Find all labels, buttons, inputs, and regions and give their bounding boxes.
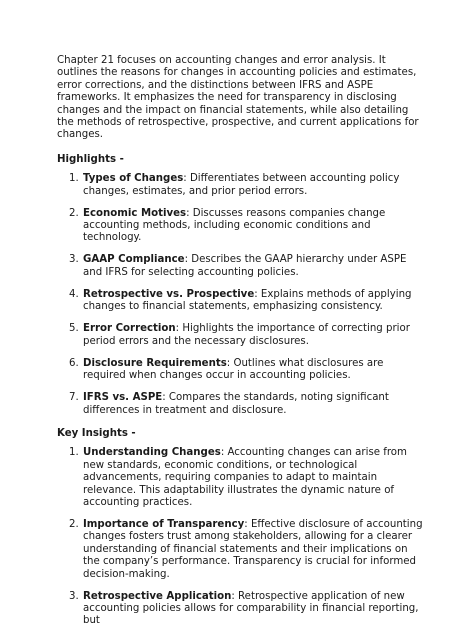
item-text: : Compares the standards, noting significant differences in treatment and disclosure. (83, 392, 389, 416)
item-number: 5. (69, 323, 79, 335)
item-number: 6. (69, 357, 79, 369)
item-term: Error Correction (83, 323, 176, 335)
item-term: Understanding Changes (83, 447, 221, 459)
item-text: : Outlines what disclosures are required when changes occur in accounting policies. (83, 357, 384, 382)
highlights-heading: Highlights - (57, 153, 124, 165)
insight-item (57, 447, 423, 509)
item-number: 3. (69, 590, 79, 602)
item-number: 2. (69, 518, 79, 530)
item-text: : Describes the GAAP hierarchy under ASPE and IFRS for selecting accounting policies. (83, 254, 407, 278)
highlights-list (57, 173, 423, 417)
item-text: : Retrospective application of new accounting policies allows for comparability in financial reporting, but (83, 590, 419, 627)
item-number: 2. (69, 207, 79, 219)
insight-item (57, 519, 423, 581)
item-text: : Effective disclosure of accounting changes fosters trust among stakeholders, allowing for a clearer understanding of financial statements and their implications on the company’s performance. Transparency is crucial for informed decision-making. (83, 518, 423, 580)
key-insights-list (57, 447, 423, 627)
item-term: GAAP Compliance (83, 254, 185, 266)
item-number: 7. (69, 392, 79, 404)
item-term: Economic Motives (83, 207, 187, 219)
item-term: Retrospective Application (83, 590, 232, 602)
item-text: : Highlights the importance of correcting prior period errors and the necessary disclosures. (83, 323, 410, 347)
key-insights-heading: Key Insights - (57, 427, 136, 439)
intro-paragraph: Chapter 21 focuses on accounting changes and error analysis. It outlines the reasons for changes in accounting policies and estimates, error corrections, and the distinctions between IFRS and ASPE frameworks. It emphasizes the need for transparency in disclosing changes and the impact on financial statements, while also detailing the methods of retrospective, prospective, and current applications for changes. (57, 55, 419, 141)
item-term: IFRS vs. ASPE (83, 392, 163, 404)
highlight-item (57, 323, 423, 348)
item-number: 1. (69, 447, 79, 459)
item-text: : Differentiates between accounting policy changes, estimates, and prior period errors. (83, 173, 400, 197)
item-number: 1. (69, 173, 79, 185)
item-text: : Discusses reasons companies change accounting methods, including economic conditions and technology. (83, 207, 386, 244)
highlight-item (57, 289, 423, 314)
item-text: : Accounting changes can arise from new standards, economic conditions, or technological advancements, requiring companies to adapt to maintain relevance. This adaptability illustrates the dynamic nature of accounting practices. (83, 447, 407, 508)
highlight-item (57, 254, 423, 279)
item-text: : Explains methods of applying changes to financial statements, emphasizing consistency. (83, 288, 412, 313)
highlight-item (57, 392, 423, 417)
insight-item (57, 591, 423, 628)
item-term: Disclosure Requirements (83, 357, 227, 369)
item-term: Retrospective vs. Prospective (83, 288, 255, 300)
item-number: 4. (69, 288, 79, 300)
item-term: Importance of Transparency (83, 518, 245, 530)
highlight-item (57, 173, 423, 198)
highlight-item (57, 358, 423, 383)
item-number: 3. (69, 254, 79, 266)
document-page (57, 55, 423, 639)
highlight-item (57, 208, 423, 245)
item-term: Types of Changes (83, 173, 184, 185)
